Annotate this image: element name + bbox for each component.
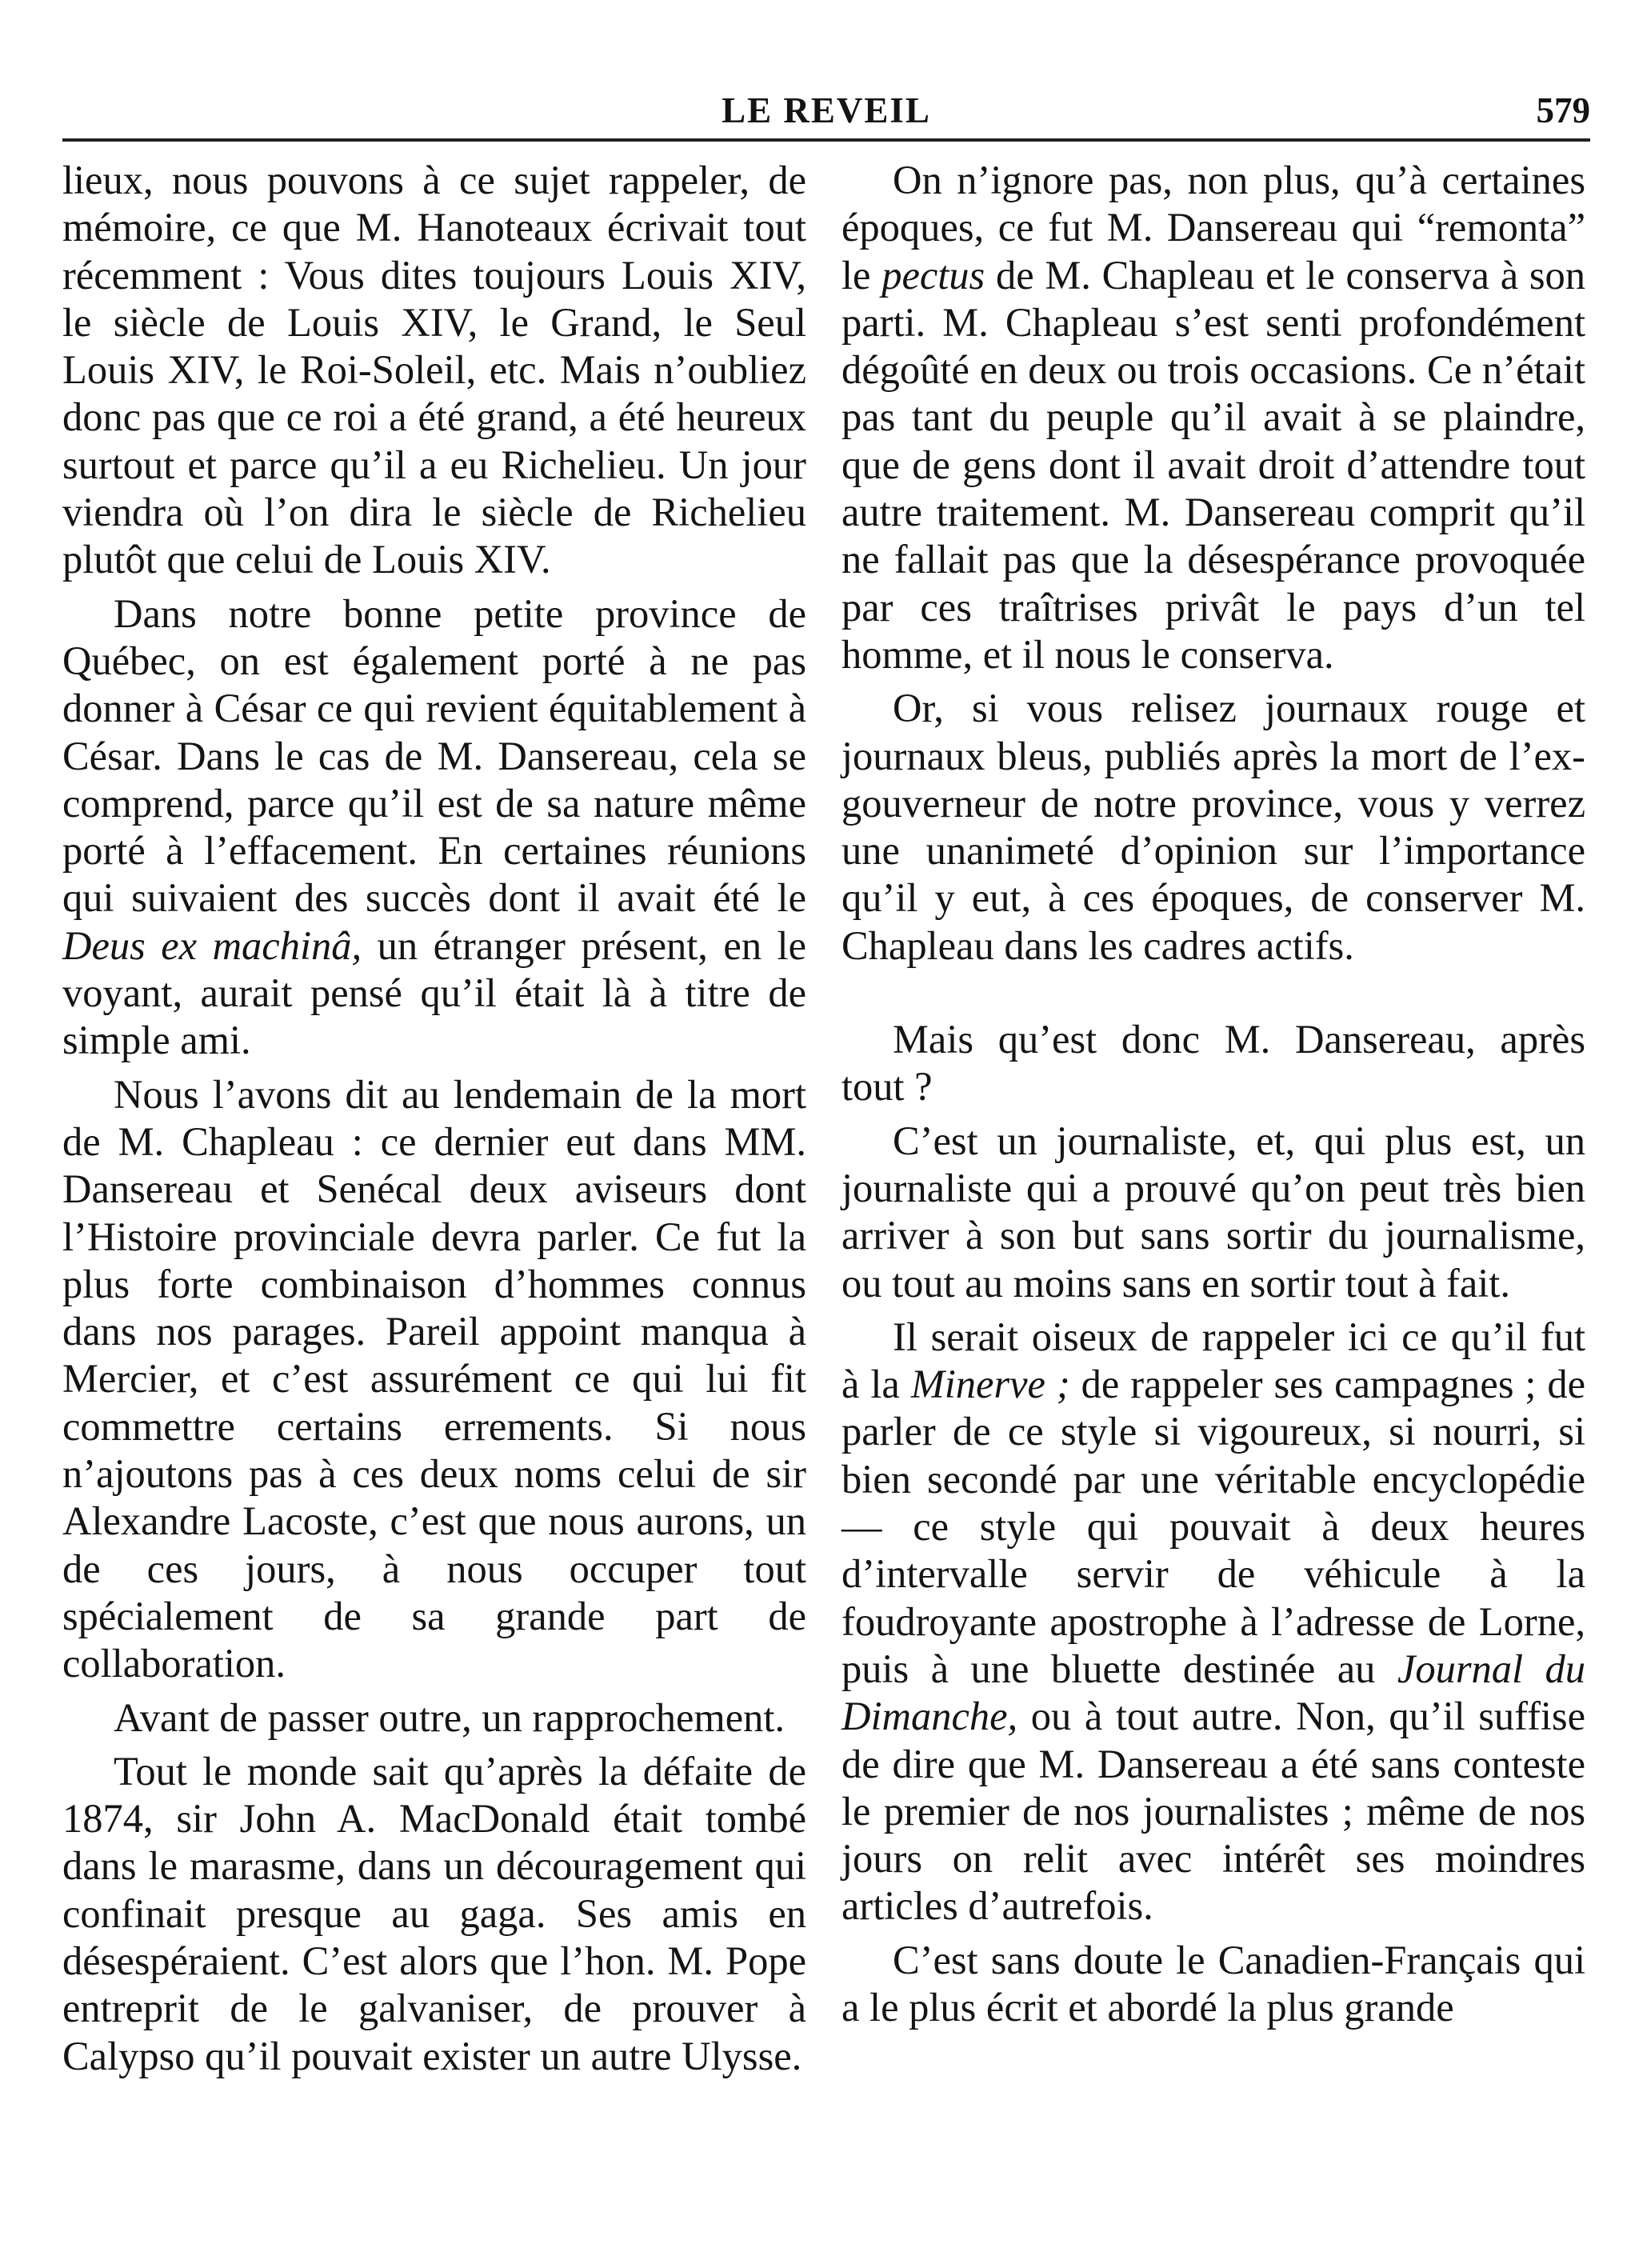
paragraph: lieux, nous pouvons à ce sujet rappeler, de mémoire, ce que M. Hanoteaux écrivait tout récemment : Vous dites toujours Louis XIV, le siècle de Louis XIV, le Grand, le Seul Louis XIV, le Roi-Soleil, etc. Mais n’oubliez donc pas que ce roi a été grand, a été heureux surtout et parce qu’il a eu Richelieu. Un jour viendra où l’on dira le siècle de Richelieu plutôt que celui de Louis XIV. (62, 158, 806, 582)
paragraph-text: On n’ignore pas, non plus, qu’à certaines époques, ce fut M. Dansereau qui “remonta” le (841, 158, 1585, 298)
paragraph-text: de M. Chapleau et le conserva à son parti. M. Chapleau s’est senti profondément dégoûté en deux ou trois occasions. Ce n’était pas tant du peuple qu’il avait à se plaindre, que de gens dont il avait droit d’attendre tout autre traitement. M. Dansereau comprit qu’il ne fallait pas que la désespérance provoquée par ces traîtrises privât le pays d’un tel homme, et il nous le conserva. (841, 252, 1585, 677)
header-rule (62, 138, 1590, 142)
right-column (841, 157, 1585, 2038)
paragraph-text: de rappeler ses campagnes ; de parler de ce style si vigoureux, si nourri, si bien secondé par une véritable encyclopédie — ce style qui pouvait à deux heures d’intervalle servir de véhicule à la foudroyante apostrophe à l’adresse de Lorne, puis à une bluette destinée au (841, 1362, 1586, 1691)
paragraph: Avant de passer outre, un rapprochement. (114, 1694, 786, 1740)
paragraph: C’est un journaliste, et, qui plus est, un journaliste qui a prouvé qu’on peut très bien arriver à son but sans sortir du journalisme, ou tout au moins sans en sortir tout à fait. (841, 1118, 1585, 1306)
paragraph-text: ou à tout autre. Non, qu’il suffise de dire que M. Dansereau a été sans conteste le premier de nos journalistes ; même de nos jours on relit avec intérêt ses moindres articles d’autrefois. (841, 1694, 1585, 1929)
paragraph: Nous l’avons dit au lendemain de la mort de M. Chapleau : ce dernier eut dans MM. Dansereau et Senécal deux aviseurs dont l’Histoire provinciale devra parler. Ce fut la plus forte combinaison d’hommes connus dans nos parages. Pareil appoint manqua à Mercier, et c’est assurément ce qui lui fit commettre certains errements. Si nous n’ajoutons pas à ces deux noms celui de sir Alexandre Lacoste, c’est que nous aurons, un de ces jours, à nous occuper tout spécialement de sa grande part de collaboration. (62, 1071, 806, 1686)
italic-phrase: Deus ex machinâ, (62, 922, 362, 968)
page-number: 579 (1536, 90, 1590, 130)
italic-title: Journal du Dimanche, (841, 1646, 1585, 1739)
italic-word: pectus (881, 252, 985, 298)
page-header (62, 90, 1590, 146)
left-column (62, 157, 806, 2086)
paragraph (841, 157, 1585, 678)
paragraph: C’est sans doute le Canadien-Français qui a le plus écrit et abordé la plus grande (841, 1937, 1585, 2030)
paragraph (841, 1314, 1585, 1930)
paragraph-text: un étranger présent, en le voyant, aurait pensé qu’il était là à titre de simple ami. (62, 922, 806, 1063)
paragraph (62, 590, 806, 1065)
paragraph: Tout le monde sait qu’après la défaite de 1874, sir John A. MacDonald était tombé dans le marasme, dans un découragement qui confinait presque au gaga. Ses amis en désespéraient. C’est alors que l’hon. M. Pope entreprit de le galvaniser, de prouver à Calypso qu’il pouvait exister un autre Ulysse. (62, 1748, 806, 2078)
paragraph-text: Dans notre bonne petite province de Québec, on est également porté à ne pas donner à César ce qui revient équitablement à César. Dans le cas de M. Dansereau, cela se comprend, parce qu’il est de sa nature même porté à l’effacement. En certaines réunions qui suivaient des succès dont il avait été le (62, 590, 806, 921)
running-title: LE REVEIL (722, 90, 931, 130)
paragraph: Mais qu’est donc M. Dansereau, après tout ? (841, 1017, 1585, 1110)
paragraph: Or, si vous relisez journaux rouge et journaux bleus, publiés après la mort de l’ex-gouverneur de notre province, vous y verrez une unanimeté d’opinion sur l’importance qu’il y eut, à ces époques, de conserver M. Chapleau dans les cadres actifs. (841, 686, 1585, 968)
paragraph-text: Il serait oiseux de rappeler ici ce qu’il fut à la (841, 1314, 1585, 1407)
italic-title: Minerve ; (910, 1362, 1070, 1407)
